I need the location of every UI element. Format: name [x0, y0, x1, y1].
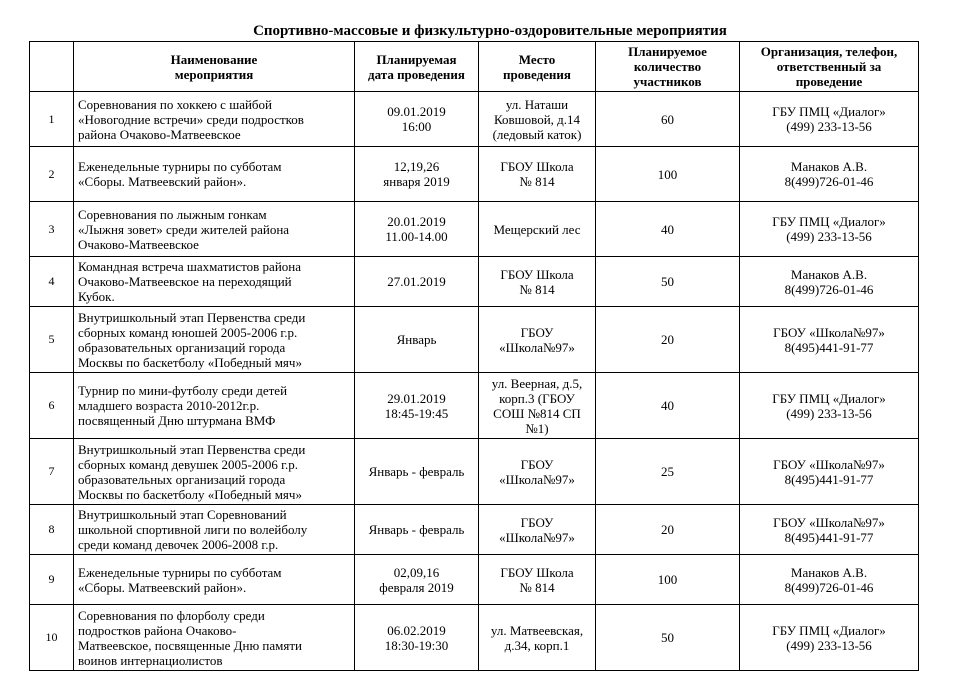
row-number: 9 [30, 555, 74, 605]
event-place: ГБОУ Школа № 814 [479, 257, 596, 307]
event-place: ГБОУ Школа № 814 [479, 555, 596, 605]
event-place: Мещерский лес [479, 202, 596, 257]
event-participants: 20 [596, 307, 740, 373]
row-number: 4 [30, 257, 74, 307]
event-participants: 60 [596, 92, 740, 147]
event-participants: 40 [596, 202, 740, 257]
event-place: ГБОУ «Школа№97» [479, 307, 596, 373]
event-place: ГБОУ «Школа№97» [479, 505, 596, 555]
table-row [30, 257, 919, 307]
row-number: 5 [30, 307, 74, 373]
table-row [30, 307, 919, 373]
event-participants: 100 [596, 555, 740, 605]
table-row [30, 439, 919, 505]
event-organization: ГБОУ «Школа№97» 8(495)441-91-77 [740, 307, 919, 373]
row-number: 1 [30, 92, 74, 147]
event-name: Командная встреча шахматистов района Очаково-Матвеевское на переходящий Кубок. [74, 257, 355, 307]
event-name: Внутришкольный этап Соревнований школьной спортивной лиги по волейболу среди команд девочек 2006-2008 г.р. [74, 505, 355, 555]
row-number: 3 [30, 202, 74, 257]
event-date: 29.01.2019 18:45-19:45 [355, 373, 479, 439]
header-number [30, 42, 74, 92]
header-date: Планируемая дата проведения [355, 42, 479, 92]
event-name: Внутришкольный этап Первенства среди сборных команд юношей 2005-2006 г.р. образовательных организаций города Москвы по баскетболу «Победный мяч» [74, 307, 355, 373]
table-row [30, 505, 919, 555]
table-header-row [30, 42, 919, 92]
event-date: 06.02.2019 18:30-19:30 [355, 605, 479, 671]
event-name: Соревнования по хоккею с шайбой «Новогодние встречи» среди подростков района Очаково-Матвеевское [74, 92, 355, 147]
event-organization: ГБУ ПМЦ «Диалог» (499) 233-13-56 [740, 605, 919, 671]
header-place: Место проведения [479, 42, 596, 92]
event-name: Еженедельные турниры по субботам «Сборы. Матвеевский район». [74, 555, 355, 605]
event-date: 20.01.2019 11.00-14.00 [355, 202, 479, 257]
event-name: Соревнования по лыжным гонкам «Лыжня зовет» среди жителей района Очаково-Матвеевское [74, 202, 355, 257]
table-row [30, 555, 919, 605]
row-number: 2 [30, 147, 74, 202]
table-row [30, 605, 919, 671]
event-name: Еженедельные турниры по субботам «Сборы. Матвеевский район». [74, 147, 355, 202]
row-number: 6 [30, 373, 74, 439]
event-place: ул. Матвеевская, д.34, корп.1 [479, 605, 596, 671]
table-row [30, 373, 919, 439]
event-date: 27.01.2019 [355, 257, 479, 307]
event-place: ГБОУ «Школа№97» [479, 439, 596, 505]
event-organization: ГБУ ПМЦ «Диалог» (499) 233-13-56 [740, 202, 919, 257]
header-event-name: Наименование мероприятия [74, 42, 355, 92]
event-organization: ГБУ ПМЦ «Диалог» (499) 233-13-56 [740, 373, 919, 439]
event-participants: 40 [596, 373, 740, 439]
event-name: Соревнования по флорболу среди подростков района Очаково- Матвеевское, посвященные Дню памяти воинов интернациолистов [74, 605, 355, 671]
event-date: Январь - февраль [355, 439, 479, 505]
event-place: ул. Веерная, д.5, корп.3 (ГБОУ СОШ №814 СП №1) [479, 373, 596, 439]
event-organization: ГБОУ «Школа№97» 8(495)441-91-77 [740, 505, 919, 555]
event-participants: 25 [596, 439, 740, 505]
row-number: 7 [30, 439, 74, 505]
header-participants: Планируемое количество участников [596, 42, 740, 92]
event-date: Январь - февраль [355, 505, 479, 555]
page-title: Спортивно-массовые и физкультурно-оздоровительные мероприятия [253, 23, 727, 39]
table-row [30, 147, 919, 202]
event-participants: 20 [596, 505, 740, 555]
event-date: 02,09,16 февраля 2019 [355, 555, 479, 605]
event-place: ул. Наташи Ковшовой, д.14 (ледовый каток) [479, 92, 596, 147]
event-name: Внутришкольный этап Первенства среди сборных команд девушек 2005-2006 г.р. образовательных организаций города Москвы по баскетболу «Победный мяч» [74, 439, 355, 505]
table-row [30, 92, 919, 147]
events-table [29, 41, 919, 671]
event-participants: 50 [596, 605, 740, 671]
event-date: Январь [355, 307, 479, 373]
row-number: 10 [30, 605, 74, 671]
row-number: 8 [30, 505, 74, 555]
event-organization: ГБУ ПМЦ «Диалог» (499) 233-13-56 [740, 92, 919, 147]
event-organization: ГБОУ «Школа№97» 8(495)441-91-77 [740, 439, 919, 505]
event-participants: 100 [596, 147, 740, 202]
event-date: 12,19,26 января 2019 [355, 147, 479, 202]
event-organization: Манаков А.В. 8(499)726-01-46 [740, 257, 919, 307]
event-place: ГБОУ Школа № 814 [479, 147, 596, 202]
event-organization: Манаков А.В. 8(499)726-01-46 [740, 555, 919, 605]
header-organization: Организация, телефон, ответственный за проведение [740, 42, 919, 92]
event-participants: 50 [596, 257, 740, 307]
table-row [30, 202, 919, 257]
event-name: Турнир по мини-футболу среди детей младшего возраста 2010-2012г.р. посвященный Дню штурмана ВМФ [74, 373, 355, 439]
event-organization: Манаков А.В. 8(499)726-01-46 [740, 147, 919, 202]
event-date: 09.01.2019 16:00 [355, 92, 479, 147]
